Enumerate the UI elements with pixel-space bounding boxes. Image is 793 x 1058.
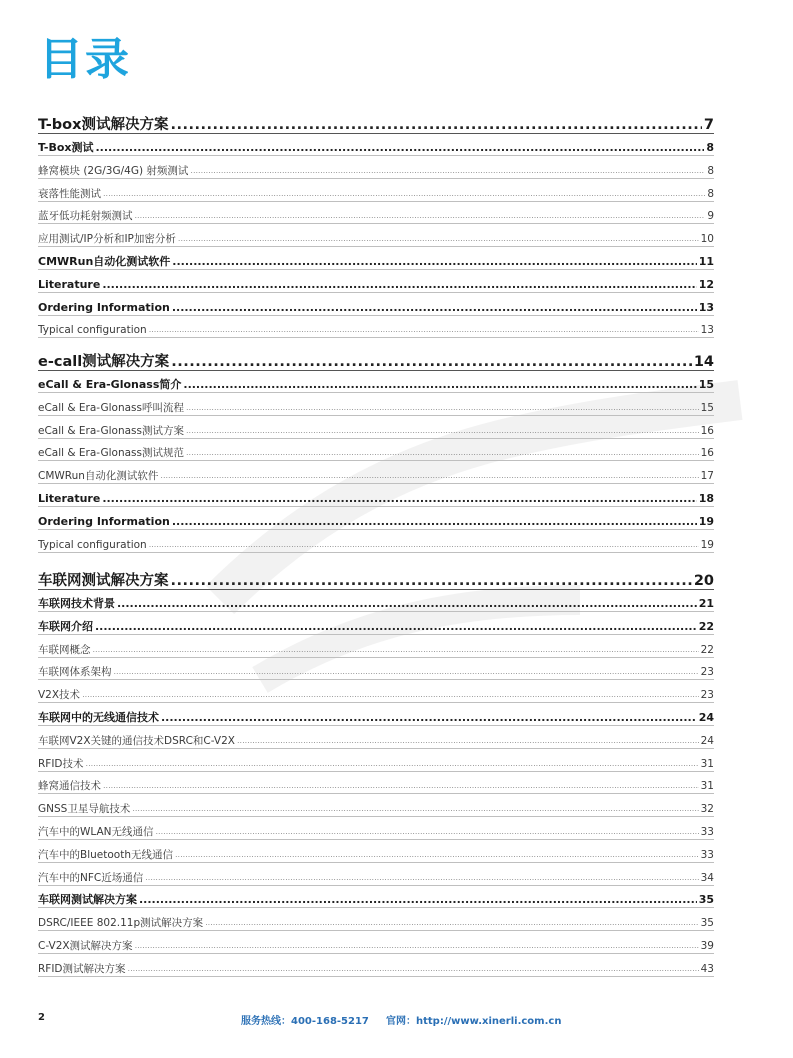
- leader-dots: [103, 778, 699, 794]
- toc-entry-page: 8: [707, 164, 714, 177]
- leader-dots: [132, 801, 698, 817]
- toc-entry[interactable]: [38, 617, 714, 635]
- toc-entry[interactable]: [38, 138, 714, 156]
- toc-entry-page: 34: [700, 871, 714, 884]
- leader-dots: [149, 322, 699, 338]
- leader-dots: [103, 186, 705, 202]
- toc-entry-page: 15: [698, 378, 714, 391]
- toc-entry[interactable]: [38, 398, 714, 416]
- toc-entry-title: Typical configuration: [38, 538, 147, 551]
- toc-entry-page: 19: [700, 538, 714, 551]
- toc-entry-page: 22: [700, 643, 714, 656]
- leader-dots: [117, 596, 697, 612]
- toc-entry-page: 33: [700, 826, 714, 838]
- toc-entry-page: 8: [706, 141, 714, 154]
- divider: [38, 438, 714, 439]
- toc-entry-page: 31: [700, 757, 714, 770]
- toc-entry[interactable]: [38, 708, 714, 726]
- toc-section-title: T-box测试解决方案: [38, 117, 169, 133]
- leader-dots: [96, 140, 705, 156]
- toc-entry-title: 车联网V2X关键的通信技术DSRC和C-V2X: [38, 734, 235, 747]
- toc-entry-title: 蜂窝通信技术: [38, 780, 101, 793]
- toc-entry-page: 39: [700, 940, 714, 952]
- divider: [38, 839, 714, 840]
- toc-entry-title: CMWRun自动化测试软件: [38, 470, 159, 483]
- leader-dots: [171, 571, 692, 591]
- divider: [38, 816, 714, 817]
- divider: [38, 976, 714, 977]
- toc-entry-title: 车联网体系架构: [38, 666, 112, 679]
- toc-entry-page: 15: [700, 401, 714, 414]
- toc-entry-page: 32: [700, 803, 714, 816]
- toc-entry[interactable]: [38, 161, 714, 179]
- leader-dots: [172, 300, 697, 316]
- toc-entry[interactable]: [38, 913, 714, 931]
- toc-entry-title: Ordering Information: [38, 514, 170, 528]
- page-title: 目录: [39, 34, 131, 85]
- toc-entry-title: V2X技术: [38, 689, 81, 702]
- divider: [38, 460, 714, 461]
- leader-dots: [237, 733, 699, 749]
- toc-entry-title: Ordering Information: [38, 300, 170, 314]
- toc-entry-page: 23: [700, 666, 714, 679]
- service-hotline: 服务热线：400-168-5217: [241, 1016, 369, 1027]
- divider: [38, 370, 714, 371]
- leader-dots: [178, 231, 699, 247]
- leader-dots: [86, 756, 699, 772]
- toc-entry[interactable]: [38, 845, 714, 863]
- toc-entry-page: 11: [698, 255, 714, 268]
- toc-section-title: 车联网测试解决方案: [38, 573, 169, 589]
- divider: [38, 725, 714, 726]
- toc-entry-title: 衰落性能测试: [38, 187, 101, 200]
- toc-entry-page: 22: [698, 619, 714, 633]
- toc-entry-title: eCall & Era-Glonass测试方案: [38, 424, 184, 437]
- divider: [38, 392, 714, 393]
- toc-entry[interactable]: [38, 184, 714, 202]
- divider: [38, 223, 714, 224]
- leader-dots: [102, 491, 696, 507]
- toc-entry[interactable]: [38, 275, 714, 293]
- leader-dots: [205, 915, 698, 931]
- toc-entry[interactable]: [38, 298, 714, 316]
- toc-entry-page: 16: [700, 424, 714, 437]
- leader-dots: [161, 710, 697, 726]
- leader-dots: [172, 514, 697, 530]
- toc-entry-title: 车联网测试解决方案: [38, 893, 137, 907]
- toc-entry[interactable]: [38, 512, 714, 530]
- toc-entry-title: 应用测试/IP分析和IP加密分析: [38, 233, 176, 246]
- toc-entry[interactable]: [38, 731, 714, 749]
- page-footer: [0, 1012, 793, 1028]
- leader-dots: [186, 423, 699, 439]
- toc-entry-page: 24: [698, 711, 714, 724]
- toc-entry-title: 车联网技术背景: [38, 597, 115, 610]
- toc-entry-page: 10: [700, 233, 714, 246]
- divider: [38, 415, 714, 416]
- toc-entry[interactable]: [38, 640, 714, 658]
- toc-entry-title: 车联网概念: [38, 643, 91, 656]
- toc-section-page: 20: [693, 573, 714, 589]
- toc-entry-title: eCall & Era-Glonass呼叫流程: [38, 401, 184, 414]
- toc-entry[interactable]: [38, 594, 714, 612]
- divider: [38, 611, 714, 612]
- toc-entry[interactable]: [38, 421, 714, 439]
- toc-entry[interactable]: [38, 890, 714, 908]
- toc-entry[interactable]: [38, 776, 714, 794]
- toc-entry-page: 21: [698, 597, 714, 610]
- toc-section[interactable]: [38, 113, 714, 135]
- toc-entry[interactable]: [38, 535, 714, 553]
- divider: [38, 269, 714, 270]
- toc-entry-title: Literature: [38, 492, 101, 505]
- leader-dots: [171, 352, 692, 372]
- toc-entry[interactable]: [38, 489, 714, 507]
- toc-entry-title: 蜂窝模块 (2G/3G/4G) 射频测试: [38, 164, 189, 177]
- leader-dots: [156, 824, 699, 840]
- toc-entry[interactable]: [38, 822, 714, 840]
- leader-dots: [139, 892, 697, 908]
- toc-entry-page: 17: [700, 470, 714, 483]
- toc-entry[interactable]: [38, 685, 714, 703]
- toc-entry-page: 12: [698, 277, 714, 291]
- leader-dots: [183, 377, 696, 393]
- toc-entry-page: 33: [700, 848, 714, 861]
- toc-section-page: 7: [703, 117, 714, 133]
- leader-dots: [160, 468, 698, 484]
- divider: [38, 155, 714, 156]
- toc-entry-title: RFID测试解决方案: [38, 962, 126, 975]
- toc-section[interactable]: [38, 569, 714, 591]
- toc-entry-page: 23: [700, 689, 714, 702]
- leader-dots: [135, 938, 699, 954]
- divider: [38, 315, 714, 316]
- toc-entry[interactable]: [38, 443, 714, 461]
- toc-entry-title: Literature: [38, 277, 101, 291]
- toc-section[interactable]: [38, 350, 714, 372]
- toc-entry-title: C-V2X测试解决方案: [38, 940, 133, 952]
- toc-entry-title: DSRC/IEEE 802.11p测试解决方案: [38, 917, 204, 930]
- toc-entry-title: Typical configuration: [38, 324, 147, 337]
- leader-dots: [175, 847, 699, 863]
- toc-entry[interactable]: [38, 229, 714, 247]
- toc-entry-title: 汽车中的Bluetooth无线通信: [38, 848, 173, 861]
- divider: [38, 589, 714, 590]
- toc-entry[interactable]: [38, 252, 714, 270]
- toc-entry-title: T-Box测试: [38, 141, 94, 154]
- leader-dots: [186, 445, 699, 461]
- toc-entry-title: GNSS卫星导航技术: [38, 803, 131, 816]
- divider: [38, 748, 714, 749]
- toc-entry[interactable]: [38, 206, 714, 224]
- divider: [38, 657, 714, 658]
- divider: [38, 201, 714, 202]
- divider: [38, 679, 714, 680]
- divider: [38, 483, 714, 484]
- divider: [38, 552, 714, 553]
- toc-entry-page: 13: [700, 324, 714, 337]
- divider: [38, 337, 714, 338]
- toc-entry-title: 车联网介绍: [38, 619, 93, 633]
- toc-entry-title: 汽车中的NFC近场通信: [38, 871, 144, 884]
- toc-entry[interactable]: [38, 662, 714, 680]
- leader-dots: [128, 961, 699, 977]
- leader-dots: [145, 870, 698, 886]
- leader-dots: [186, 400, 699, 416]
- leader-dots: [114, 664, 699, 680]
- leader-dots: [149, 537, 699, 553]
- toc-entry-page: 31: [700, 780, 714, 793]
- toc-section-page: 14: [693, 354, 714, 370]
- leader-dots: [135, 208, 706, 224]
- toc-entry-page: 19: [698, 514, 714, 528]
- toc-entry-page: 18: [698, 492, 714, 505]
- toc-entry-page: 13: [698, 300, 714, 314]
- toc-entry-page: 35: [700, 917, 714, 930]
- leader-dots: [102, 277, 696, 293]
- toc-entry-title: 汽车中的WLAN无线通信: [38, 826, 154, 838]
- divider: [38, 529, 714, 530]
- toc-entry-page: 43: [700, 962, 714, 975]
- divider: [38, 793, 714, 794]
- toc-entry[interactable]: [38, 466, 714, 484]
- leader-dots: [190, 163, 705, 179]
- leader-dots: [95, 619, 697, 635]
- divider: [38, 771, 714, 772]
- toc-entry-title: eCall & Era-Glonass测试规范: [38, 447, 184, 460]
- toc-entry[interactable]: [38, 868, 714, 886]
- toc-entry[interactable]: [38, 959, 714, 977]
- divider: [38, 862, 714, 863]
- toc-entry[interactable]: [38, 799, 714, 817]
- divider: [38, 885, 714, 886]
- leader-dots: [82, 687, 699, 703]
- divider: [38, 178, 714, 179]
- divider: [38, 133, 714, 134]
- leader-dots: [172, 254, 696, 270]
- toc-entry-title: eCall & Era-Glonass简介: [38, 378, 182, 391]
- toc-entry-page: 16: [700, 447, 714, 460]
- divider: [38, 953, 714, 954]
- toc-entry-title: RFID技术: [38, 757, 84, 770]
- toc-section-title: e-call测试解决方案: [38, 354, 170, 370]
- divider: [38, 292, 714, 293]
- divider: [38, 702, 714, 703]
- toc-entry[interactable]: [38, 754, 714, 772]
- toc-entry-page: 24: [700, 734, 714, 747]
- divider: [38, 634, 714, 635]
- toc-entry-page: 35: [698, 893, 714, 907]
- website-link[interactable]: 官网：http://www.xinerli.com.cn: [386, 1016, 562, 1027]
- toc-entry-page: 8: [707, 187, 714, 200]
- leader-dots: [93, 642, 699, 658]
- toc-entry-title: 蓝牙低功耗射频测试: [38, 210, 133, 223]
- toc-entry[interactable]: [38, 375, 714, 393]
- toc-entry-title: CMWRun自动化测试软件: [38, 255, 171, 268]
- divider: [38, 246, 714, 247]
- divider: [38, 907, 714, 908]
- toc-entry[interactable]: [38, 936, 714, 954]
- divider: [38, 506, 714, 507]
- divider: [38, 930, 714, 931]
- toc-entry[interactable]: [38, 320, 714, 338]
- leader-dots: [170, 115, 701, 135]
- toc-entry-title: 车联网中的无线通信技术: [38, 711, 159, 724]
- toc-entry-page: 9: [707, 210, 714, 223]
- page-number: 2: [38, 1012, 45, 1023]
